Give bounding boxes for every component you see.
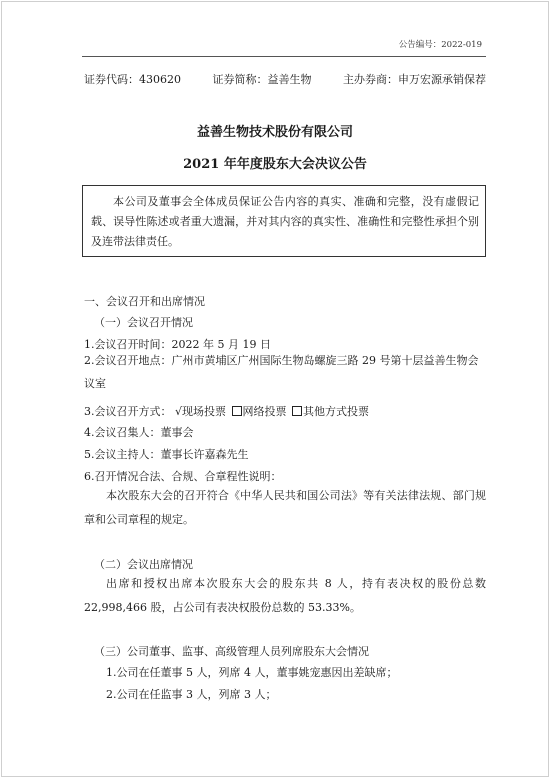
meeting-method <box>84 403 486 419</box>
option-online-voting: 网络投票 <box>242 405 287 418</box>
security-code: 证券代码：430620 <box>84 73 181 86</box>
meeting-time: 1.会议召开时间：2022 年 5 月 19 日 <box>84 338 271 351</box>
legality-heading: 6.召开情况合法、合规、合章程性说明： <box>84 470 282 483</box>
sponsor-broker: 主办券商：申万宏源承销保荐 <box>343 73 486 86</box>
subsection-convening: （一）会议召开情况 <box>94 316 193 329</box>
directors-attendance: 1.公司在任董事 5 人，列席 4 人，董事姚宠惠因出差缺席； <box>106 666 398 679</box>
supervisors-attendance: 2.公司在任监事 3 人，列席 3 人； <box>106 688 277 701</box>
document-page <box>1 1 549 777</box>
subsection-attendance: （二）会议出席情况 <box>94 558 193 571</box>
checkbox-icon <box>232 406 242 416</box>
security-info-row <box>84 71 486 87</box>
option-other-voting: 其他方式投票 <box>303 405 370 418</box>
header-divider <box>82 56 486 57</box>
meeting-host: 5.会议主持人：董事长许嘉森先生 <box>84 448 249 461</box>
security-abbreviation: 证券简称：益善生物 <box>212 73 312 86</box>
subsection-officers: （三）公司董事、监事、高级管理人员列席股东大会情况 <box>94 645 369 658</box>
company-name: 益善生物技术股份有限公司 <box>196 125 353 140</box>
meeting-location: 2.会议召开地点：广州市黄埔区广州国际生物岛螺旋三路 29 号第十层益善生物会议室 <box>84 354 479 390</box>
attendance-statement: 出席和授权出席本次股东大会的股东共 8 人，持有表决权的股份总数 22,998,466 股，占公司有表决权股份总数的 53.33%。 <box>84 577 486 614</box>
option-onsite-voting: √现场投票 <box>175 405 227 418</box>
meeting-convener: 4.会议召集人：董事会 <box>84 426 194 439</box>
section-heading-meeting: 一、会议召开和出席情况 <box>84 295 205 308</box>
disclaimer-box: 本公司及董事会全体成员保证公告内容的真实、准确和完整，没有虚假记载、误导性陈述或者重大遗漏，并对其内容的真实性、准确性和完整性承担个别及连带法律责任。 <box>82 185 486 257</box>
announcement-number: 公告编号：2022-019 <box>398 40 482 50</box>
legality-statement: 本次股东大会的召开符合《中华人民共和国公司法》等有关法律法规、部门规章和公司章程的规定。 <box>84 489 486 526</box>
checkbox-icon <box>292 406 302 416</box>
document-title: 2021 年年度股东大会决议公告 <box>183 157 367 172</box>
meeting-method-label: 3.会议召开方式： <box>84 405 172 418</box>
